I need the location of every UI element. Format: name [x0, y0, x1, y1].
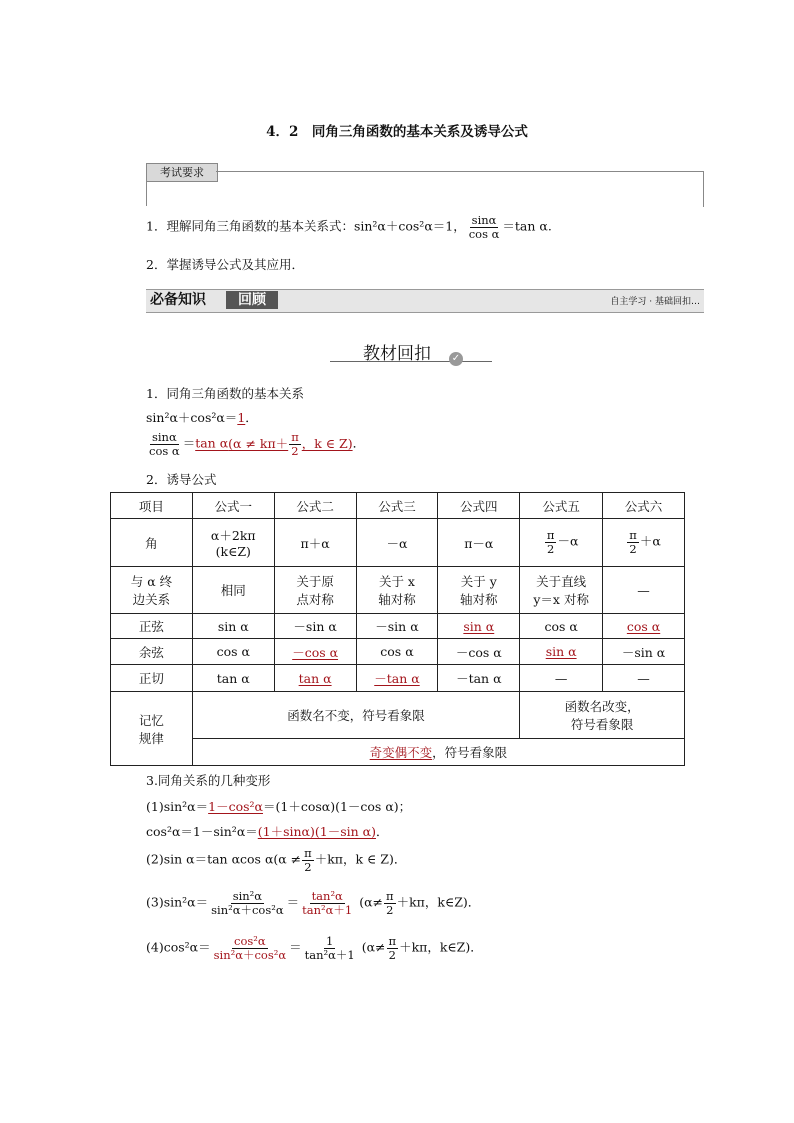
table-cell: $\frac{\pi}{2}$ ＋α: [603, 519, 685, 567]
table-cell: sin α: [520, 639, 603, 665]
table-cell: α＋2kπ (k∈Z): [192, 519, 274, 567]
table-row-sin: [111, 614, 685, 639]
requirements-right-line: [703, 171, 704, 207]
table-cell: tan α: [274, 665, 356, 692]
table-cell: —: [603, 567, 685, 614]
part3-line3: (2)sin α＝tan αcos α(α ≠ $\frac{\pi}{2}$ ＋kπ，k ∈ Z)．: [146, 846, 407, 874]
row-label: 角: [111, 519, 193, 567]
table-cell: 相同: [192, 567, 274, 614]
part3-line1: (1)sin²α＝1－cos²α＝(1＋cosα)(1－cos α)；: [146, 799, 412, 814]
table-row-memo-bottom: [111, 739, 685, 766]
header-cell: 公式二: [274, 493, 356, 519]
table-cell: $\frac{\pi}{2}$ －α: [520, 519, 603, 567]
fraction: $\frac{\sin\alpha}{\text{cos α}}$: [468, 213, 500, 241]
header-cell: 公式一: [192, 493, 274, 519]
part3-line5: (4)cos²α＝ $\frac{\text{cos²α}}{\text{sin²α＋cos²α}}$ ＝ $\frac{1}{\text{tan²α＋1}}$ (α≠ $\frac{\pi}{2}$ ＋kπ，k∈Z)．: [146, 934, 483, 962]
banner-subtitle: 自主学习 · 基础回扣…: [610, 297, 700, 307]
header-cell: 公式五: [520, 493, 603, 519]
fraction: $\frac{\sin\alpha}{\text{cos α}}$: [149, 430, 180, 458]
banner-title: 必备知识: [150, 292, 206, 308]
requirements-top-line: [216, 171, 704, 172]
table-header-row: [111, 493, 685, 519]
requirement-2: 2．掌握诱导公式及其应用．: [146, 257, 304, 272]
header-cell: 公式六: [603, 493, 685, 519]
table-cell: —: [603, 665, 685, 692]
table-cell: 关于直线 y＝x 对称: [520, 567, 603, 614]
table-row-memo: [111, 692, 685, 739]
row-label: 与 α 终 边关系: [111, 567, 193, 614]
table-row-tan: [111, 665, 685, 692]
table-cell: π＋α: [274, 519, 356, 567]
banner-badge: 回顾: [226, 291, 278, 309]
table-cell: 函数名不变，符号看象限: [192, 692, 519, 739]
section-underline: [330, 361, 492, 362]
section-title: 教材回扣: [363, 344, 431, 364]
table-cell: 奇变偶不变，符号看象限: [192, 739, 684, 766]
table-row-cos: [111, 639, 685, 665]
table-row-relation: [111, 567, 685, 614]
part3-line2: cos²α＝1－sin²α＝(1＋sinα)(1－sin α)．: [146, 824, 389, 839]
page-title: 4．2 同角三角函数的基本关系及诱导公式: [266, 124, 528, 140]
table-cell: －sin α: [274, 614, 356, 639]
part1-line1: sin²α＋cos²α＝1．: [146, 410, 258, 425]
induction-formula-table: [110, 492, 685, 766]
table-cell: π－α: [438, 519, 520, 567]
table-cell: 关于原 点对称: [274, 567, 356, 614]
table-cell: －α: [356, 519, 438, 567]
table-cell: 关于 y 轴对称: [438, 567, 520, 614]
header-cell: 公式三: [356, 493, 438, 519]
check-icon: ✓: [449, 352, 463, 366]
row-label: 正切: [111, 665, 193, 692]
table-cell: 函数名改变， 符号看象限: [520, 692, 685, 739]
table-cell: tan α: [192, 665, 274, 692]
table-cell: cos α: [192, 639, 274, 665]
table-cell: cos α: [356, 639, 438, 665]
table-cell: —: [520, 665, 603, 692]
requirement-1: 1．理解同角三角函数的基本关系式：sin²α＋cos²α＝1， $\frac{\sin\alpha}{\text{cos α}}$ ＝tan α.: [146, 213, 552, 241]
table-cell: －tan α: [438, 665, 520, 692]
part2-heading: 2．诱导公式: [146, 472, 217, 487]
part3-heading: 3.同角关系的几种变形: [146, 773, 271, 788]
table-cell: －sin α: [356, 614, 438, 639]
requirements-tab: 考试要求: [146, 163, 218, 182]
row-label: 记忆 规律: [111, 692, 193, 766]
header-cell: 项目: [111, 493, 193, 519]
table-cell: cos α: [603, 614, 685, 639]
table-cell: －sin α: [603, 639, 685, 665]
header-cell: 公式四: [438, 493, 520, 519]
table-cell: sin α: [438, 614, 520, 639]
table-row-angle: [111, 519, 685, 567]
part3-line4: (3)sin²α＝ $\frac{\text{sin²α}}{\text{sin²α＋cos²α}}$ ＝ $\frac{\text{tan²α}}{\text{tan²α＋1}}$ (α≠ $\frac{\pi}{2}$ ＋kπ，k∈Z)．: [146, 889, 481, 917]
part1-line2: $\frac{\sin\alpha}{\text{cos α}}$ ＝tan α(α ≠ kπ＋ $\frac{\pi}{2}$ ，k ∈ Z)．: [149, 430, 366, 458]
table-cell: －cos α: [274, 639, 356, 665]
table-cell: cos α: [520, 614, 603, 639]
table-cell: sin α: [192, 614, 274, 639]
part1-heading: 1．同角三角函数的基本关系: [146, 386, 304, 401]
row-label: 余弦: [111, 639, 193, 665]
table-cell: －tan α: [356, 665, 438, 692]
table-cell: 关于 x 轴对称: [356, 567, 438, 614]
requirements-left-line: [146, 180, 147, 206]
row-label: 正弦: [111, 614, 193, 639]
table-cell: －cos α: [438, 639, 520, 665]
